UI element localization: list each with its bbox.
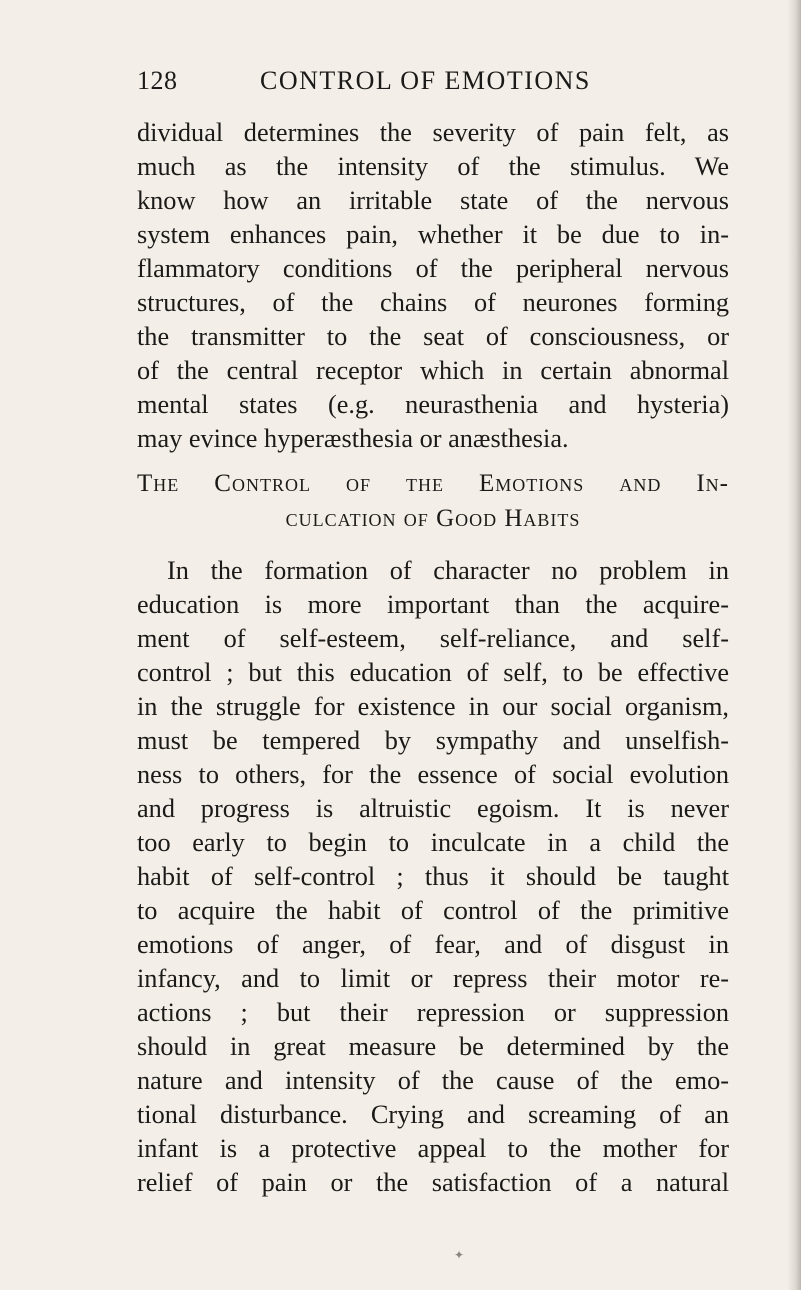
- text-line: ness to others, for the essence of social evolution: [137, 760, 729, 789]
- text-line: In the formation of character no problem in: [167, 556, 729, 585]
- text-line: ment of self-esteem, self-reliance, and self-: [137, 624, 729, 653]
- page-number: 128: [137, 66, 178, 95]
- section-heading: [137, 466, 729, 536]
- text-line: tional disturbance. Crying and screaming of an: [137, 1100, 729, 1129]
- text-line: know how an irritable state of the nervous: [137, 186, 729, 215]
- text-line: infant is a protective appeal to the mother for: [137, 1134, 729, 1163]
- text-line: must be tempered by sympathy and unselfish-: [137, 726, 729, 755]
- text-line: relief of pain or the satisfaction of a natural: [137, 1168, 729, 1197]
- heading-line: culcation of Good Habits: [285, 505, 581, 532]
- text-line: infancy, and to limit or repress their motor re-: [137, 964, 729, 993]
- text-line: in the struggle for existence in our social organism,: [137, 692, 729, 721]
- page-edge-shadow: [787, 0, 801, 1290]
- text-line: too early to begin to inculcate in a child the: [137, 828, 729, 857]
- text-line: may evince hyperæsthesia or anæsthesia.: [137, 424, 569, 453]
- text-line: of the central receptor which in certain abnormal: [137, 356, 729, 385]
- text-line: should in great measure be determined by the: [137, 1032, 729, 1061]
- paragraph-1: [137, 116, 729, 456]
- text-line: dividual determines the severity of pain felt, as: [137, 118, 729, 147]
- text-line: structures, of the chains of neurones forming: [137, 288, 729, 317]
- text-line: education is more important than the acquire-: [137, 590, 729, 619]
- text-line: nature and intensity of the cause of the emo-: [137, 1066, 729, 1095]
- text-line: the transmitter to the seat of consciousness, or: [137, 322, 729, 351]
- text-line: to acquire the habit of control of the primitive: [137, 896, 729, 925]
- paragraph-2: [137, 554, 729, 1200]
- text-line: system enhances pain, whether it be due to in-: [137, 220, 729, 249]
- heading-line: The Control of the Emotions and In-: [137, 470, 729, 497]
- text-line: mental states (e.g. neurasthenia and hysteria): [137, 390, 729, 419]
- text-line: emotions of anger, of fear, and of disgust in: [137, 930, 729, 959]
- text-line: control ; but this education of self, to be effective: [137, 658, 729, 687]
- text-line: and progress is altruistic egoism. It is never: [137, 794, 729, 823]
- text-line: much as the intensity of the stimulus. We: [137, 152, 729, 181]
- text-line: habit of self-control ; thus it should be taught: [137, 862, 729, 891]
- running-head: [137, 66, 727, 100]
- footer-mark: ✦: [454, 1248, 465, 1262]
- running-title: CONTROL OF EMOTIONS: [260, 66, 591, 95]
- text-line: actions ; but their repression or suppression: [137, 998, 729, 1027]
- text-line: flammatory conditions of the peripheral nervous: [137, 254, 729, 283]
